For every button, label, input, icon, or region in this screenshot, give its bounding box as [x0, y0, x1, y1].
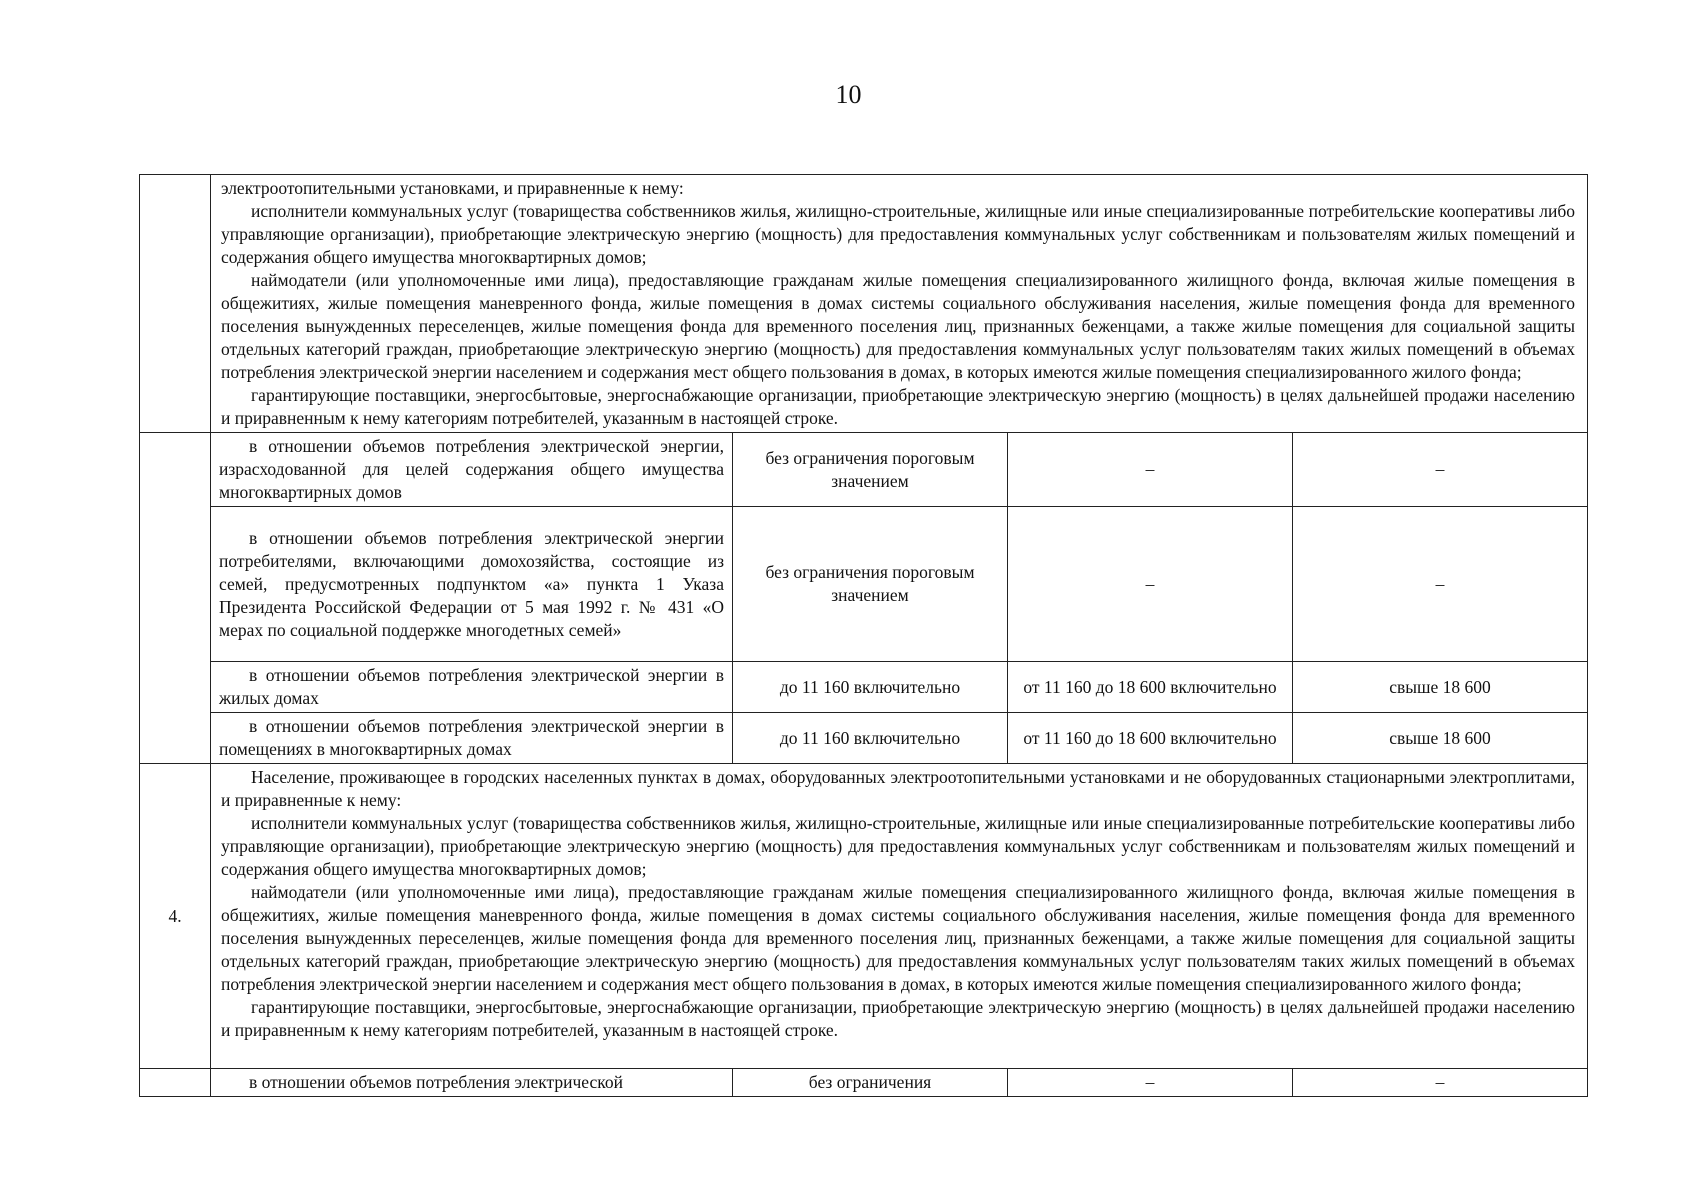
threshold-col-2: до 11 160 включительно: [733, 713, 1008, 764]
threshold-col-3: –: [1008, 433, 1293, 507]
row-label: в отношении объемов потребления электрической энергии в жилых домах: [211, 662, 733, 713]
section-number: 4.: [140, 764, 211, 1069]
threshold-row: [211, 713, 1587, 764]
threshold-col-2: до 11 160 включительно: [733, 662, 1008, 713]
section-number: [140, 175, 211, 433]
page-number: 10: [835, 80, 862, 109]
threshold-col-2: без ограничения пороговым значением: [733, 507, 1008, 662]
section-description: [211, 175, 1588, 433]
paragraph: гарантирующие поставщики, энергосбытовые, энергоснабжающие организации, приобретающие электрическую энергию (мощность) в целях дальнейшей продажи населению и приравненным к нему категориям потребителей, указанным в настоящей строке.: [221, 997, 1575, 1040]
row-label: в отношении объемов потребления электрической: [211, 1069, 733, 1096]
subrows-cell: [211, 1069, 1588, 1097]
threshold-col-4: –: [1293, 1069, 1588, 1096]
threshold-col-3: от 11 160 до 18 600 включительно: [1008, 662, 1293, 713]
subrows-cell: [211, 433, 1588, 764]
threshold-col-4: –: [1293, 507, 1588, 662]
threshold-subtable: [211, 1069, 1587, 1096]
row-label: в отношении объемов потребления электрической энергии, израсходованной для целей содержания общего имущества многоквартирных домов: [211, 433, 733, 507]
threshold-col-4: –: [1293, 433, 1588, 507]
subrows-container: [140, 433, 1588, 764]
paragraph: гарантирующие поставщики, энергосбытовые, энергоснабжающие организации, приобретающие электрическую энергию (мощность) в целях дальнейшей продажи населению и приравненным к нему категориям потребителей, указанным в настоящей строке.: [221, 385, 1575, 428]
paragraph: Население, проживающее в городских населенных пунктах в домах, оборудованных электроотопительными установками и не оборудованных стационарными электроплитами, и приравненные к нему:: [221, 767, 1575, 810]
section-number-cell: [140, 433, 211, 764]
paragraph: исполнители коммунальных услуг (товарищества собственников жилья, жилищно-строительные, жилищные или иные специализированные потребительские кооперативы либо управляющие организации), приобретающие электрическую энергию (мощность) для предоставления коммунальных услуг собственникам и пользователям жилых помещений и содержания общего имущества многоквартирных домов;: [221, 201, 1575, 267]
section-number-cell: [140, 1069, 211, 1097]
threshold-row: [211, 507, 1587, 662]
section-description: [211, 764, 1588, 1069]
paragraph: наймодатели (или уполномоченные ими лица), предоставляющие гражданам жилые помещения специализированного жилищного фонда, включая жилые помещения в общежитиях, жилые помещения маневренного фонда, жилые помещения в домах системы социального обслуживания населения, жилые помещения фонда для временного поселения вынужденных переселенцев, жилые помещения фонда для временного поселения лиц, признанных беженцами, а также жилые помещения для социальной защиты отдельных категорий граждан, приобретающие электрическую энергию (мощность) для предоставления коммунальных услуг пользователям таких жилых помещений в объемах потребления электрической энергии населением и содержания мест общего пользования в домах, в которых имеются жилые помещения специализированного жилого фонда;: [221, 882, 1575, 994]
threshold-row: [211, 662, 1587, 713]
threshold-row: [211, 1069, 1587, 1096]
paragraph: электроотопительными установками, и приравненные к нему:: [221, 178, 684, 198]
paragraph: исполнители коммунальных услуг (товарищества собственников жилья, жилищно-строительные, жилищные или иные специализированные потребительские кооперативы либо управляющие организации), приобретающие электрическую энергию (мощность) для предоставления коммунальных услуг собственникам и пользователям жилых помещений и содержания общего имущества многоквартирных домов;: [221, 813, 1575, 879]
threshold-col-2: без ограничения пороговым значением: [733, 433, 1008, 507]
threshold-col-3: от 11 160 до 18 600 включительно: [1008, 713, 1293, 764]
threshold-col-3: –: [1008, 1069, 1293, 1096]
tariff-table: [139, 174, 1588, 1097]
threshold-col-4: свыше 18 600: [1293, 713, 1588, 764]
section-row-4: [140, 764, 1588, 1069]
row-label: в отношении объемов потребления электрической энергии потребителями, включающими домохозяйства, состоящие из семей, предусмотренных подпунктом «а» пункта 1 Указа Президента Российской Федерации от 5 мая 1992 г. № 431 «О мерах по социальной поддержке многодетных семей»: [211, 507, 733, 662]
threshold-col-3: –: [1008, 507, 1293, 662]
subrows-container: [140, 1069, 1588, 1097]
paragraph: наймодатели (или уполномоченные ими лица), предоставляющие гражданам жилые помещения специализированного жилищного фонда, включая жилые помещения в общежитиях, жилые помещения маневренного фонда, жилые помещения в домах системы социального обслуживания населения, жилые помещения фонда для временного поселения вынужденных переселенцев, жилые помещения фонда для временного поселения лиц, признанных беженцами, а также жилые помещения для социальной защиты отдельных категорий граждан, приобретающие электрическую энергию (мощность) для предоставления коммунальных услуг пользователям таких жилых помещений в объемах потребления электрической энергии населением и содержания мест общего пользования в домах, в которых имеются жилые помещения специализированного жилого фонда;: [221, 270, 1575, 382]
section-row-continued: [140, 175, 1588, 433]
threshold-subtable: [211, 433, 1587, 763]
threshold-row: [211, 433, 1587, 507]
threshold-col-2: без ограничения: [733, 1069, 1008, 1096]
spacer: [221, 1042, 1575, 1066]
row-label: в отношении объемов потребления электрической энергии в помещениях в многоквартирных домах: [211, 713, 733, 764]
threshold-col-4: свыше 18 600: [1293, 662, 1588, 713]
